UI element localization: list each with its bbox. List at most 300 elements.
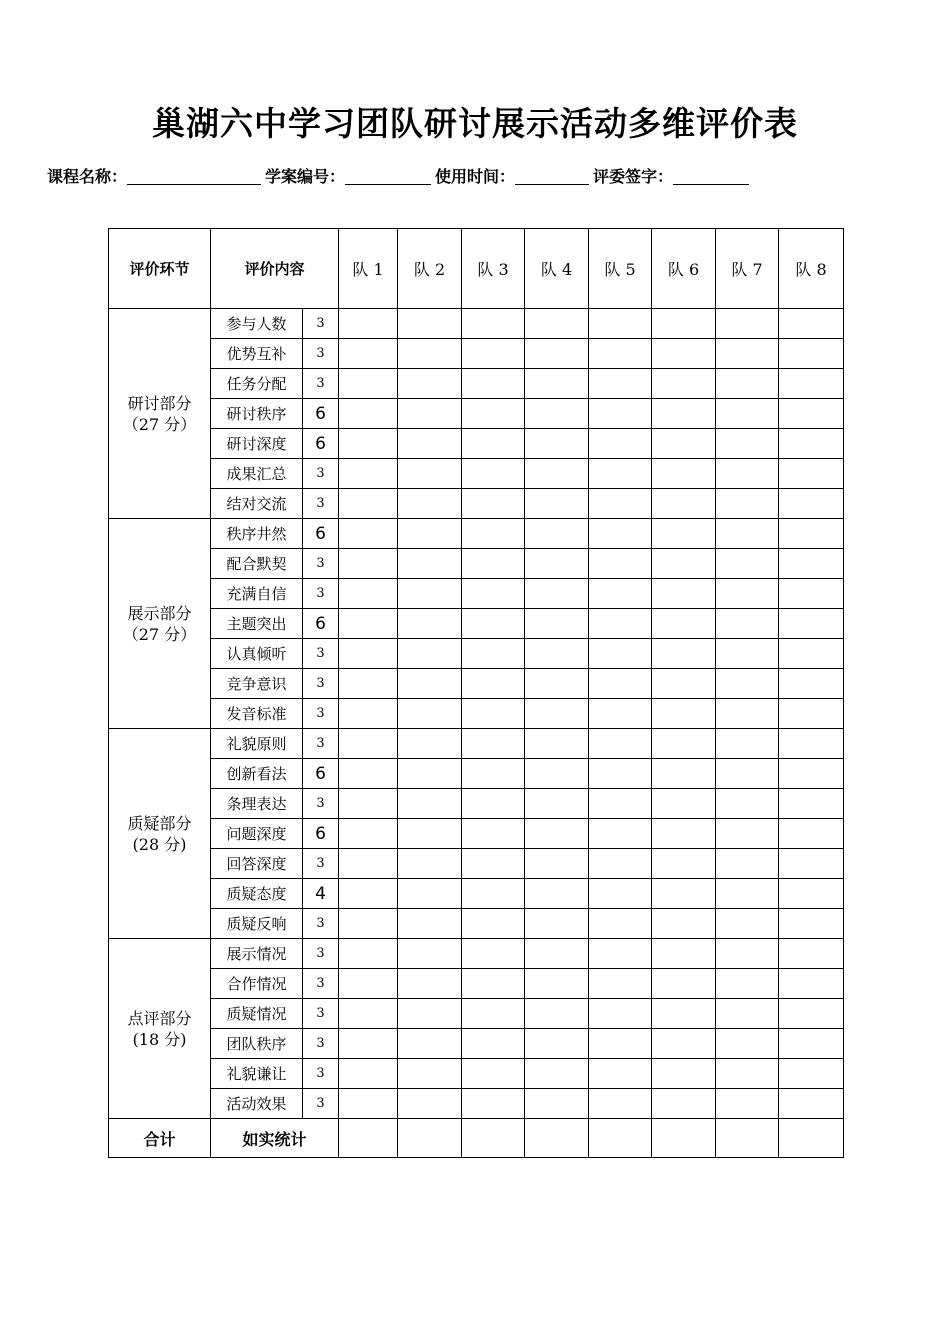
team-score-cell[interactable] [398, 939, 462, 969]
team-score-cell[interactable] [462, 489, 525, 519]
team-score-cell[interactable] [716, 519, 779, 549]
team-score-cell[interactable] [339, 429, 398, 459]
case-number-blank[interactable] [345, 166, 431, 185]
team-score-cell[interactable] [779, 309, 844, 339]
team-score-cell[interactable] [398, 909, 462, 939]
team-score-cell[interactable] [525, 519, 589, 549]
team-score-cell[interactable] [339, 369, 398, 399]
team-column-header: 队 1 [339, 229, 398, 309]
team-score-cell[interactable] [462, 1059, 525, 1089]
team-score-cell[interactable] [462, 879, 525, 909]
criterion-name: 团队秩序 [211, 1029, 303, 1059]
team-total-cell[interactable] [589, 1119, 652, 1158]
criterion-name: 质疑反响 [211, 909, 303, 939]
team-score-cell[interactable] [716, 459, 779, 489]
team-score-cell[interactable] [398, 579, 462, 609]
criterion-name: 礼貌原则 [211, 729, 303, 759]
team-score-cell[interactable] [462, 669, 525, 699]
team-score-cell[interactable] [462, 429, 525, 459]
team-score-cell[interactable] [398, 999, 462, 1029]
team-score-cell[interactable] [589, 459, 652, 489]
section-name: 质疑部分 [127, 813, 192, 833]
team-total-cell[interactable] [462, 1119, 525, 1158]
team-score-cell[interactable] [462, 1029, 525, 1059]
team-score-cell[interactable] [716, 369, 779, 399]
team-score-cell[interactable] [339, 909, 398, 939]
team-score-cell[interactable] [589, 849, 652, 879]
judge-signature-blank[interactable] [673, 166, 749, 185]
team-score-cell[interactable] [339, 759, 398, 789]
team-score-cell[interactable] [462, 519, 525, 549]
team-score-cell[interactable] [589, 909, 652, 939]
team-score-cell[interactable] [652, 489, 716, 519]
team-score-cell[interactable] [525, 819, 589, 849]
team-score-cell[interactable] [339, 879, 398, 909]
team-score-cell[interactable] [716, 699, 779, 729]
section-label-cell [109, 729, 211, 939]
criterion-name: 研讨深度 [211, 429, 303, 459]
team-score-cell[interactable] [525, 999, 589, 1029]
criterion-max-score: 3 [303, 1029, 339, 1059]
team-score-cell[interactable] [462, 819, 525, 849]
team-score-cell[interactable] [462, 639, 525, 669]
team-score-cell[interactable] [462, 729, 525, 759]
team-score-cell[interactable] [716, 1029, 779, 1059]
team-score-cell[interactable] [716, 549, 779, 579]
team-score-cell[interactable] [652, 879, 716, 909]
team-score-cell[interactable] [525, 609, 589, 639]
team-score-cell[interactable] [716, 759, 779, 789]
team-score-cell[interactable] [652, 1029, 716, 1059]
team-score-cell[interactable] [525, 1029, 589, 1059]
team-score-cell[interactable] [462, 909, 525, 939]
team-score-cell[interactable] [398, 399, 462, 429]
table-row [109, 549, 844, 579]
team-score-cell[interactable] [525, 459, 589, 489]
team-score-cell[interactable] [398, 459, 462, 489]
team-score-cell[interactable] [462, 369, 525, 399]
team-score-cell[interactable] [339, 669, 398, 699]
judge-signature-label: 评委签字： [593, 167, 674, 186]
criterion-max-score: 3 [303, 999, 339, 1029]
team-score-cell[interactable] [398, 669, 462, 699]
team-score-cell[interactable] [779, 849, 844, 879]
team-score-cell[interactable] [398, 639, 462, 669]
team-score-cell[interactable] [779, 819, 844, 849]
team-score-cell[interactable] [525, 789, 589, 819]
table-row [109, 969, 844, 999]
table-row [109, 909, 844, 939]
team-total-cell[interactable] [652, 1119, 716, 1158]
team-total-cell[interactable] [339, 1119, 398, 1158]
team-score-cell[interactable] [462, 939, 525, 969]
table-row [109, 729, 844, 759]
team-score-cell[interactable] [652, 369, 716, 399]
team-score-cell[interactable] [779, 519, 844, 549]
team-score-cell[interactable] [652, 1059, 716, 1089]
team-score-cell[interactable] [462, 1089, 525, 1119]
team-score-cell[interactable] [716, 339, 779, 369]
team-score-cell[interactable] [525, 549, 589, 579]
team-score-cell[interactable] [398, 549, 462, 579]
team-score-cell[interactable] [398, 969, 462, 999]
criterion-max-score: 3 [303, 549, 339, 579]
team-score-cell[interactable] [716, 819, 779, 849]
team-score-cell[interactable] [779, 579, 844, 609]
team-score-cell[interactable] [652, 759, 716, 789]
team-score-cell[interactable] [339, 339, 398, 369]
team-score-cell[interactable] [716, 999, 779, 1029]
criterion-name: 研讨秩序 [211, 399, 303, 429]
team-score-cell[interactable] [589, 429, 652, 459]
team-score-cell[interactable] [716, 909, 779, 939]
team-score-cell[interactable] [462, 339, 525, 369]
team-score-cell[interactable] [779, 609, 844, 639]
team-score-cell[interactable] [589, 819, 652, 849]
team-score-cell[interactable] [589, 549, 652, 579]
table-row [109, 1029, 844, 1059]
team-score-cell[interactable] [525, 669, 589, 699]
team-score-cell[interactable] [398, 789, 462, 819]
criterion-max-score: 3 [303, 579, 339, 609]
team-score-cell[interactable] [716, 429, 779, 459]
criterion-max-score: 3 [303, 909, 339, 939]
team-score-cell[interactable] [779, 399, 844, 429]
team-score-cell[interactable] [716, 309, 779, 339]
team-score-cell[interactable] [589, 1029, 652, 1059]
team-score-cell[interactable] [779, 1089, 844, 1119]
team-score-cell[interactable] [525, 699, 589, 729]
team-score-cell[interactable] [398, 339, 462, 369]
team-score-cell[interactable] [779, 639, 844, 669]
criterion-name: 竞争意识 [211, 669, 303, 699]
team-score-cell[interactable] [525, 639, 589, 669]
team-score-cell[interactable] [589, 699, 652, 729]
team-score-cell[interactable] [652, 579, 716, 609]
team-score-cell[interactable] [716, 969, 779, 999]
team-score-cell[interactable] [339, 459, 398, 489]
team-score-cell[interactable] [589, 1089, 652, 1119]
team-score-cell[interactable] [398, 1059, 462, 1089]
team-score-cell[interactable] [779, 459, 844, 489]
team-score-cell[interactable] [779, 669, 844, 699]
team-score-cell[interactable] [525, 729, 589, 759]
team-score-cell[interactable] [462, 849, 525, 879]
criterion-max-score: 6 [303, 429, 339, 459]
team-score-cell[interactable] [652, 849, 716, 879]
team-score-cell[interactable] [652, 789, 716, 819]
team-score-cell[interactable] [525, 429, 589, 459]
team-score-cell[interactable] [339, 849, 398, 879]
team-score-cell[interactable] [462, 309, 525, 339]
team-score-cell[interactable] [716, 1059, 779, 1089]
team-score-cell[interactable] [589, 399, 652, 429]
team-score-cell[interactable] [398, 1029, 462, 1059]
table-row [109, 639, 844, 669]
team-score-cell[interactable] [589, 789, 652, 819]
table-row [109, 669, 844, 699]
team-score-cell[interactable] [652, 999, 716, 1029]
team-score-cell[interactable] [525, 969, 589, 999]
team-score-cell[interactable] [716, 489, 779, 519]
table-row [109, 459, 844, 489]
table-row [109, 309, 844, 339]
team-score-cell[interactable] [716, 639, 779, 669]
team-score-cell[interactable] [398, 309, 462, 339]
criterion-max-score: 6 [303, 609, 339, 639]
team-score-cell[interactable] [716, 789, 779, 819]
team-score-cell[interactable] [779, 1029, 844, 1059]
team-score-cell[interactable] [779, 339, 844, 369]
team-score-cell[interactable] [652, 309, 716, 339]
team-score-cell[interactable] [779, 879, 844, 909]
team-column-header: 队 7 [716, 229, 779, 309]
criterion-name: 问题深度 [211, 819, 303, 849]
team-score-cell[interactable] [716, 849, 779, 879]
team-score-cell[interactable] [462, 399, 525, 429]
team-score-cell[interactable] [652, 909, 716, 939]
team-score-cell[interactable] [525, 339, 589, 369]
team-score-cell[interactable] [339, 789, 398, 819]
table-row [109, 1089, 844, 1119]
team-score-cell[interactable] [462, 759, 525, 789]
criterion-name: 发音标准 [211, 699, 303, 729]
criterion-max-score: 3 [303, 969, 339, 999]
team-score-cell[interactable] [339, 939, 398, 969]
table-row [109, 399, 844, 429]
team-score-cell[interactable] [339, 489, 398, 519]
team-score-cell[interactable] [462, 459, 525, 489]
team-score-cell[interactable] [652, 699, 716, 729]
team-score-cell[interactable] [716, 399, 779, 429]
total-note: 如实统计 [211, 1119, 339, 1158]
criterion-name: 配合默契 [211, 549, 303, 579]
team-score-cell[interactable] [339, 1089, 398, 1119]
team-score-cell[interactable] [779, 1059, 844, 1089]
team-score-cell[interactable] [339, 999, 398, 1029]
team-score-cell[interactable] [339, 1029, 398, 1059]
team-score-cell[interactable] [525, 369, 589, 399]
team-score-cell[interactable] [398, 429, 462, 459]
team-score-cell[interactable] [652, 459, 716, 489]
team-score-cell[interactable] [525, 579, 589, 609]
team-score-cell[interactable] [589, 519, 652, 549]
table-row [109, 339, 844, 369]
criterion-name: 条理表达 [211, 789, 303, 819]
table-header-row [109, 229, 844, 309]
team-score-cell[interactable] [589, 999, 652, 1029]
team-score-cell[interactable] [525, 849, 589, 879]
team-score-cell[interactable] [779, 699, 844, 729]
criterion-max-score: 4 [303, 879, 339, 909]
team-score-cell[interactable] [462, 699, 525, 729]
team-score-cell[interactable] [462, 609, 525, 639]
team-score-cell[interactable] [525, 489, 589, 519]
team-score-cell[interactable] [716, 579, 779, 609]
team-score-cell[interactable] [339, 579, 398, 609]
team-score-cell[interactable] [652, 549, 716, 579]
team-score-cell[interactable] [779, 729, 844, 759]
team-score-cell[interactable] [716, 879, 779, 909]
team-score-cell[interactable] [339, 819, 398, 849]
team-score-cell[interactable] [525, 939, 589, 969]
team-score-cell[interactable] [339, 1059, 398, 1089]
team-score-cell[interactable] [462, 579, 525, 609]
criterion-name: 认真倾听 [211, 639, 303, 669]
team-score-cell[interactable] [589, 759, 652, 789]
team-score-cell[interactable] [398, 369, 462, 399]
team-score-cell[interactable] [462, 999, 525, 1029]
team-score-cell[interactable] [652, 669, 716, 699]
team-score-cell[interactable] [339, 309, 398, 339]
team-score-cell[interactable] [716, 939, 779, 969]
team-score-cell[interactable] [398, 729, 462, 759]
table-row [109, 519, 844, 549]
team-score-cell[interactable] [589, 369, 652, 399]
team-score-cell[interactable] [652, 399, 716, 429]
criterion-name: 充满自信 [211, 579, 303, 609]
team-score-cell[interactable] [652, 939, 716, 969]
team-total-cell[interactable] [716, 1119, 779, 1158]
criterion-max-score: 3 [303, 939, 339, 969]
criterion-max-score: 3 [303, 309, 339, 339]
team-score-cell[interactable] [339, 519, 398, 549]
course-name-blank[interactable] [127, 166, 261, 185]
table-row [109, 849, 844, 879]
team-column-header: 队 6 [652, 229, 716, 309]
team-score-cell[interactable] [525, 309, 589, 339]
section-label-cell [109, 519, 211, 729]
team-column-header: 队 4 [525, 229, 589, 309]
team-score-cell[interactable] [462, 789, 525, 819]
table-row [109, 789, 844, 819]
team-score-cell[interactable] [589, 669, 652, 699]
team-score-cell[interactable] [779, 489, 844, 519]
section-points: （27 分） [122, 624, 197, 644]
team-score-cell[interactable] [339, 699, 398, 729]
team-score-cell[interactable] [398, 759, 462, 789]
team-score-cell[interactable] [779, 939, 844, 969]
team-score-cell[interactable] [589, 729, 652, 759]
team-score-cell[interactable] [525, 1059, 589, 1089]
team-score-cell[interactable] [339, 399, 398, 429]
criterion-max-score: 3 [303, 729, 339, 759]
total-label: 合计 [109, 1119, 211, 1158]
team-score-cell[interactable] [716, 669, 779, 699]
team-score-cell[interactable] [589, 309, 652, 339]
team-score-cell[interactable] [779, 789, 844, 819]
team-score-cell[interactable] [589, 1059, 652, 1089]
table-row [109, 999, 844, 1029]
team-score-cell[interactable] [716, 729, 779, 759]
team-score-cell[interactable] [716, 1089, 779, 1119]
table-row [109, 879, 844, 909]
section-name: 展示部分 [127, 603, 192, 623]
team-score-cell[interactable] [339, 639, 398, 669]
criterion-max-score: 3 [303, 669, 339, 699]
team-score-cell[interactable] [339, 609, 398, 639]
team-score-cell[interactable] [525, 909, 589, 939]
criterion-max-score: 3 [303, 789, 339, 819]
team-score-cell[interactable] [525, 1089, 589, 1119]
team-score-cell[interactable] [339, 549, 398, 579]
team-score-cell[interactable] [652, 729, 716, 759]
team-score-cell[interactable] [462, 549, 525, 579]
team-column-header: 队 3 [462, 229, 525, 309]
team-score-cell[interactable] [589, 489, 652, 519]
team-score-cell[interactable] [779, 429, 844, 459]
team-score-cell[interactable] [589, 609, 652, 639]
team-score-cell[interactable] [525, 879, 589, 909]
team-score-cell[interactable] [398, 489, 462, 519]
team-score-cell[interactable] [589, 579, 652, 609]
team-score-cell[interactable] [398, 699, 462, 729]
table-row [109, 489, 844, 519]
table-row [109, 1059, 844, 1089]
team-score-cell[interactable] [398, 519, 462, 549]
team-score-cell[interactable] [716, 609, 779, 639]
team-column-header: 队 2 [398, 229, 462, 309]
criterion-name: 回答深度 [211, 849, 303, 879]
team-total-cell[interactable] [525, 1119, 589, 1158]
team-score-cell[interactable] [339, 729, 398, 759]
team-score-cell[interactable] [652, 519, 716, 549]
team-score-cell[interactable] [652, 429, 716, 459]
team-score-cell[interactable] [589, 639, 652, 669]
team-score-cell[interactable] [779, 549, 844, 579]
team-score-cell[interactable] [652, 339, 716, 369]
page-title: 巢湖六中学习团队研讨展示活动多维评价表 [152, 104, 798, 143]
table-row [109, 939, 844, 969]
team-score-cell[interactable] [652, 819, 716, 849]
criterion-name: 质疑情况 [211, 999, 303, 1029]
team-score-cell[interactable] [398, 879, 462, 909]
team-score-cell[interactable] [652, 1089, 716, 1119]
team-score-cell[interactable] [652, 639, 716, 669]
table-row [109, 759, 844, 789]
use-time-blank[interactable] [515, 166, 589, 185]
team-score-cell[interactable] [589, 879, 652, 909]
team-score-cell[interactable] [589, 939, 652, 969]
form-meta-line [47, 163, 927, 187]
team-score-cell[interactable] [398, 849, 462, 879]
team-score-cell[interactable] [339, 969, 398, 999]
team-total-cell[interactable] [779, 1119, 844, 1158]
team-score-cell[interactable] [779, 369, 844, 399]
content-column-header: 评价内容 [211, 229, 339, 309]
team-score-cell[interactable] [525, 399, 589, 429]
team-score-cell[interactable] [779, 759, 844, 789]
team-score-cell[interactable] [589, 969, 652, 999]
team-score-cell[interactable] [398, 609, 462, 639]
team-score-cell[interactable] [779, 909, 844, 939]
table-row [109, 699, 844, 729]
team-score-cell[interactable] [462, 969, 525, 999]
team-total-cell[interactable] [398, 1119, 462, 1158]
team-score-cell[interactable] [779, 999, 844, 1029]
criterion-name: 质疑态度 [211, 879, 303, 909]
team-score-cell[interactable] [398, 1089, 462, 1119]
team-score-cell[interactable] [525, 759, 589, 789]
team-score-cell[interactable] [589, 339, 652, 369]
criterion-name: 任务分配 [211, 369, 303, 399]
section-points: （27 分） [122, 414, 197, 434]
team-score-cell[interactable] [652, 969, 716, 999]
section-name: 研讨部分 [127, 393, 192, 413]
team-score-cell[interactable] [652, 609, 716, 639]
team-score-cell[interactable] [779, 969, 844, 999]
team-score-cell[interactable] [398, 819, 462, 849]
